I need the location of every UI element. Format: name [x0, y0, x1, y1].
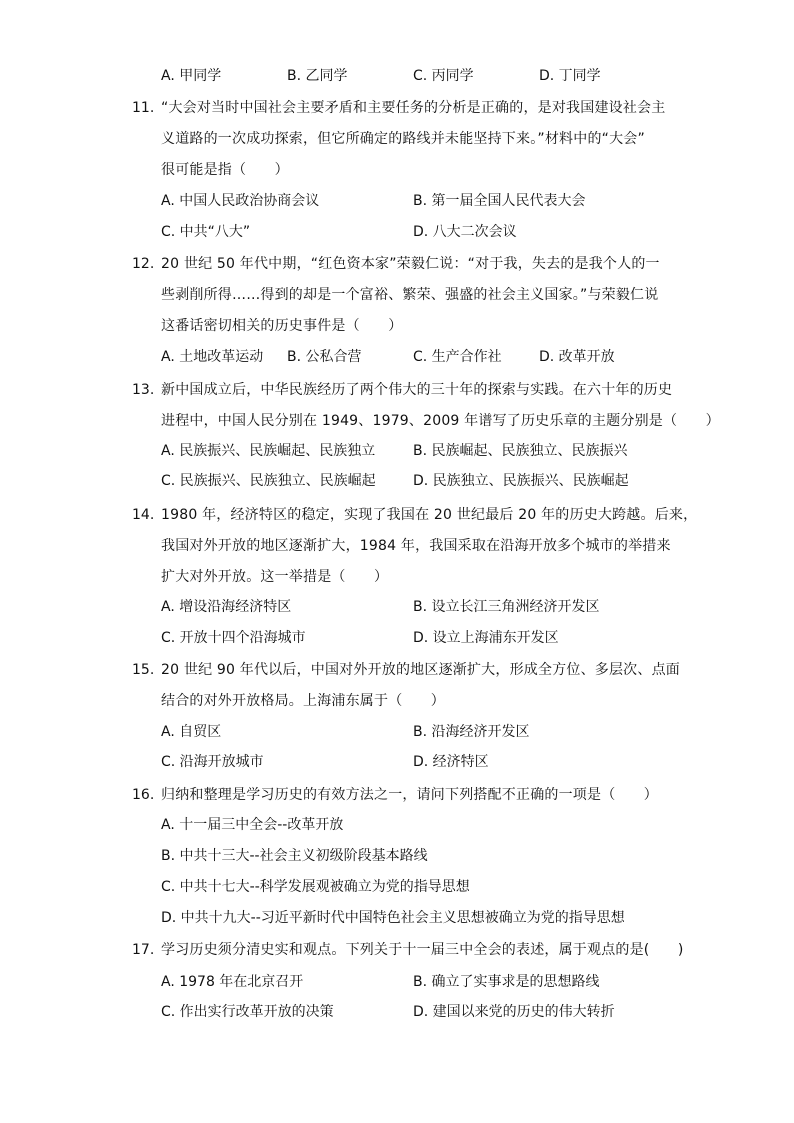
question-stem-line: 1980 年，经济特区的稳定，实现了我国在 20 世纪最后 20 年的历史大跨越。后来， — [161, 507, 698, 523]
question-number: 13. — [132, 382, 155, 398]
question-stem-line: 结合的对外开放格局。上海浦东属于（ ） — [161, 693, 445, 709]
question-number: 15. — [132, 662, 155, 678]
question-number: 16. — [132, 787, 155, 803]
q11-option-c: C. 中共“八大” — [161, 224, 251, 240]
q16-option-a: A. 十一届三中全会--改革开放 — [161, 817, 344, 833]
q14-options-row1 — [0, 595, 794, 619]
q15-option-c: C. 沿海开放城市 — [161, 754, 264, 770]
q10-option-d: D. 丁同学 — [539, 68, 601, 84]
q11-options-row1 — [0, 189, 794, 213]
q17-options-row1 — [0, 970, 794, 994]
q15-options-row2 — [0, 750, 794, 774]
q13-option-a: A. 民族振兴、民族崛起、民族独立 — [161, 443, 376, 459]
q10-options — [0, 64, 794, 88]
q10-option-b: B. 乙同学 — [287, 68, 348, 84]
question-stem-line: 我国对外开放的地区逐渐扩大，1984 年，我国采取在沿海开放多个城市的举措来 — [161, 538, 671, 554]
q14-option-b: B. 设立长江三角洲经济开发区 — [413, 599, 600, 615]
question-stem-line: 扩大对外开放。这一举措是（ ） — [161, 569, 389, 585]
question-stem-line: 新中国成立后，中华民族经历了两个伟大的三十年的探索与实践。在六十年的历史 — [161, 382, 673, 398]
q17-option-d: D. 建国以来党的历史的伟大转折 — [413, 1004, 615, 1020]
q14-option-c: C. 开放十四个沿海城市 — [161, 630, 306, 646]
q12-option-b: B. 公私合营 — [287, 349, 362, 365]
question-stem-line: 很可能是指（ ） — [161, 162, 289, 178]
q16-option-row-d — [0, 906, 794, 930]
q17-option-b: B. 确立了实事求是的思想路线 — [413, 974, 600, 990]
question-stem-line: 这番话密切相关的历史事件是（ ） — [161, 318, 403, 334]
question-stem-line: 进程中，中国人民分别在 1949、1979、2009 年谱写了历史乐章的主题分别是（ ） — [161, 413, 720, 429]
q10-option-a: A. 甲同学 — [161, 68, 222, 84]
q15-options-row1 — [0, 720, 794, 744]
q16-option-row-a — [0, 813, 794, 837]
q13-option-d: D. 民族独立、民族振兴、民族崛起 — [413, 473, 629, 489]
q14-option-a: A. 增设沿海经济特区 — [161, 599, 292, 615]
q16-option-b: B. 中共十三大--社会主义初级阶段基本路线 — [161, 848, 428, 864]
question-stem-line: “大会对当时中国社会主要矛盾和主要任务的分析是正确的，是对我国建设社会主 — [161, 100, 666, 116]
q14-options-row2 — [0, 626, 794, 650]
q17-options-row2 — [0, 1000, 794, 1024]
q16-option-d: D. 中共十九大--习近平新时代中国特色社会主义思想被确立为党的指导思想 — [161, 910, 625, 926]
q13-options-row2 — [0, 469, 794, 493]
q16-option-row-b — [0, 844, 794, 868]
q15-option-d: D. 经济特区 — [413, 754, 489, 770]
q12-option-d: D. 改革开放 — [539, 349, 615, 365]
question-stem-line: 些剥削所得……得到的却是一个富裕、繁荣、强盛的社会主义国家。”与荣毅仁说 — [161, 287, 659, 303]
question-stem-line: 归纳和整理是学习历史的有效方法之一，请问下列搭配不正确的一项是（ ） — [161, 787, 658, 803]
q15-option-a: A. 自贸区 — [161, 724, 222, 740]
q11-option-d: D. 八大二次会议 — [413, 224, 517, 240]
q13-option-c: C. 民族振兴、民族独立、民族崛起 — [161, 473, 376, 489]
q11-options-row2 — [0, 220, 794, 244]
question-number: 12. — [132, 256, 155, 272]
q12-options — [0, 345, 794, 369]
q12-option-a: A. 土地改革运动 — [161, 349, 264, 365]
q17-option-c: C. 作出实行改革开放的决策 — [161, 1004, 334, 1020]
q13-option-b: B. 民族崛起、民族独立、民族振兴 — [413, 443, 628, 459]
question-stem-line: 学习历史须分清史实和观点。下列关于十一届三中全会的表述，属于观点的是( ) — [161, 942, 684, 958]
question-stem-line: 20 世纪 50 年代中期，“红色资本家”荣毅仁说：“对于我，失去的是我个人的一 — [161, 256, 660, 272]
q10-option-c: C. 丙同学 — [413, 68, 474, 84]
question-number: 11. — [132, 100, 155, 116]
q14-option-d: D. 设立上海浦东开发区 — [413, 630, 559, 646]
q11-option-a: A. 中国人民政治协商会议 — [161, 193, 320, 209]
q13-options-row1 — [0, 439, 794, 463]
q11-option-b: B. 第一届全国人民代表大会 — [413, 193, 586, 209]
question-number: 14. — [132, 507, 155, 523]
question-stem-line: 20 世纪 90 年代以后，中国对外开放的地区逐渐扩大，形成全方位、多层次、点面 — [161, 662, 680, 678]
q16-option-c: C. 中共十七大--科学发展观被确立为党的指导思想 — [161, 879, 470, 895]
q12-option-c: C. 生产合作社 — [413, 349, 502, 365]
question-number: 17. — [132, 942, 155, 958]
q15-option-b: B. 沿海经济开发区 — [413, 724, 530, 740]
q17-option-a: A. 1978 年在北京召开 — [161, 974, 304, 990]
q16-option-row-c — [0, 875, 794, 899]
question-stem-line: 义道路的一次成功探索，但它所确定的路线并未能坚持下来。”材料中的“大会” — [161, 131, 645, 147]
